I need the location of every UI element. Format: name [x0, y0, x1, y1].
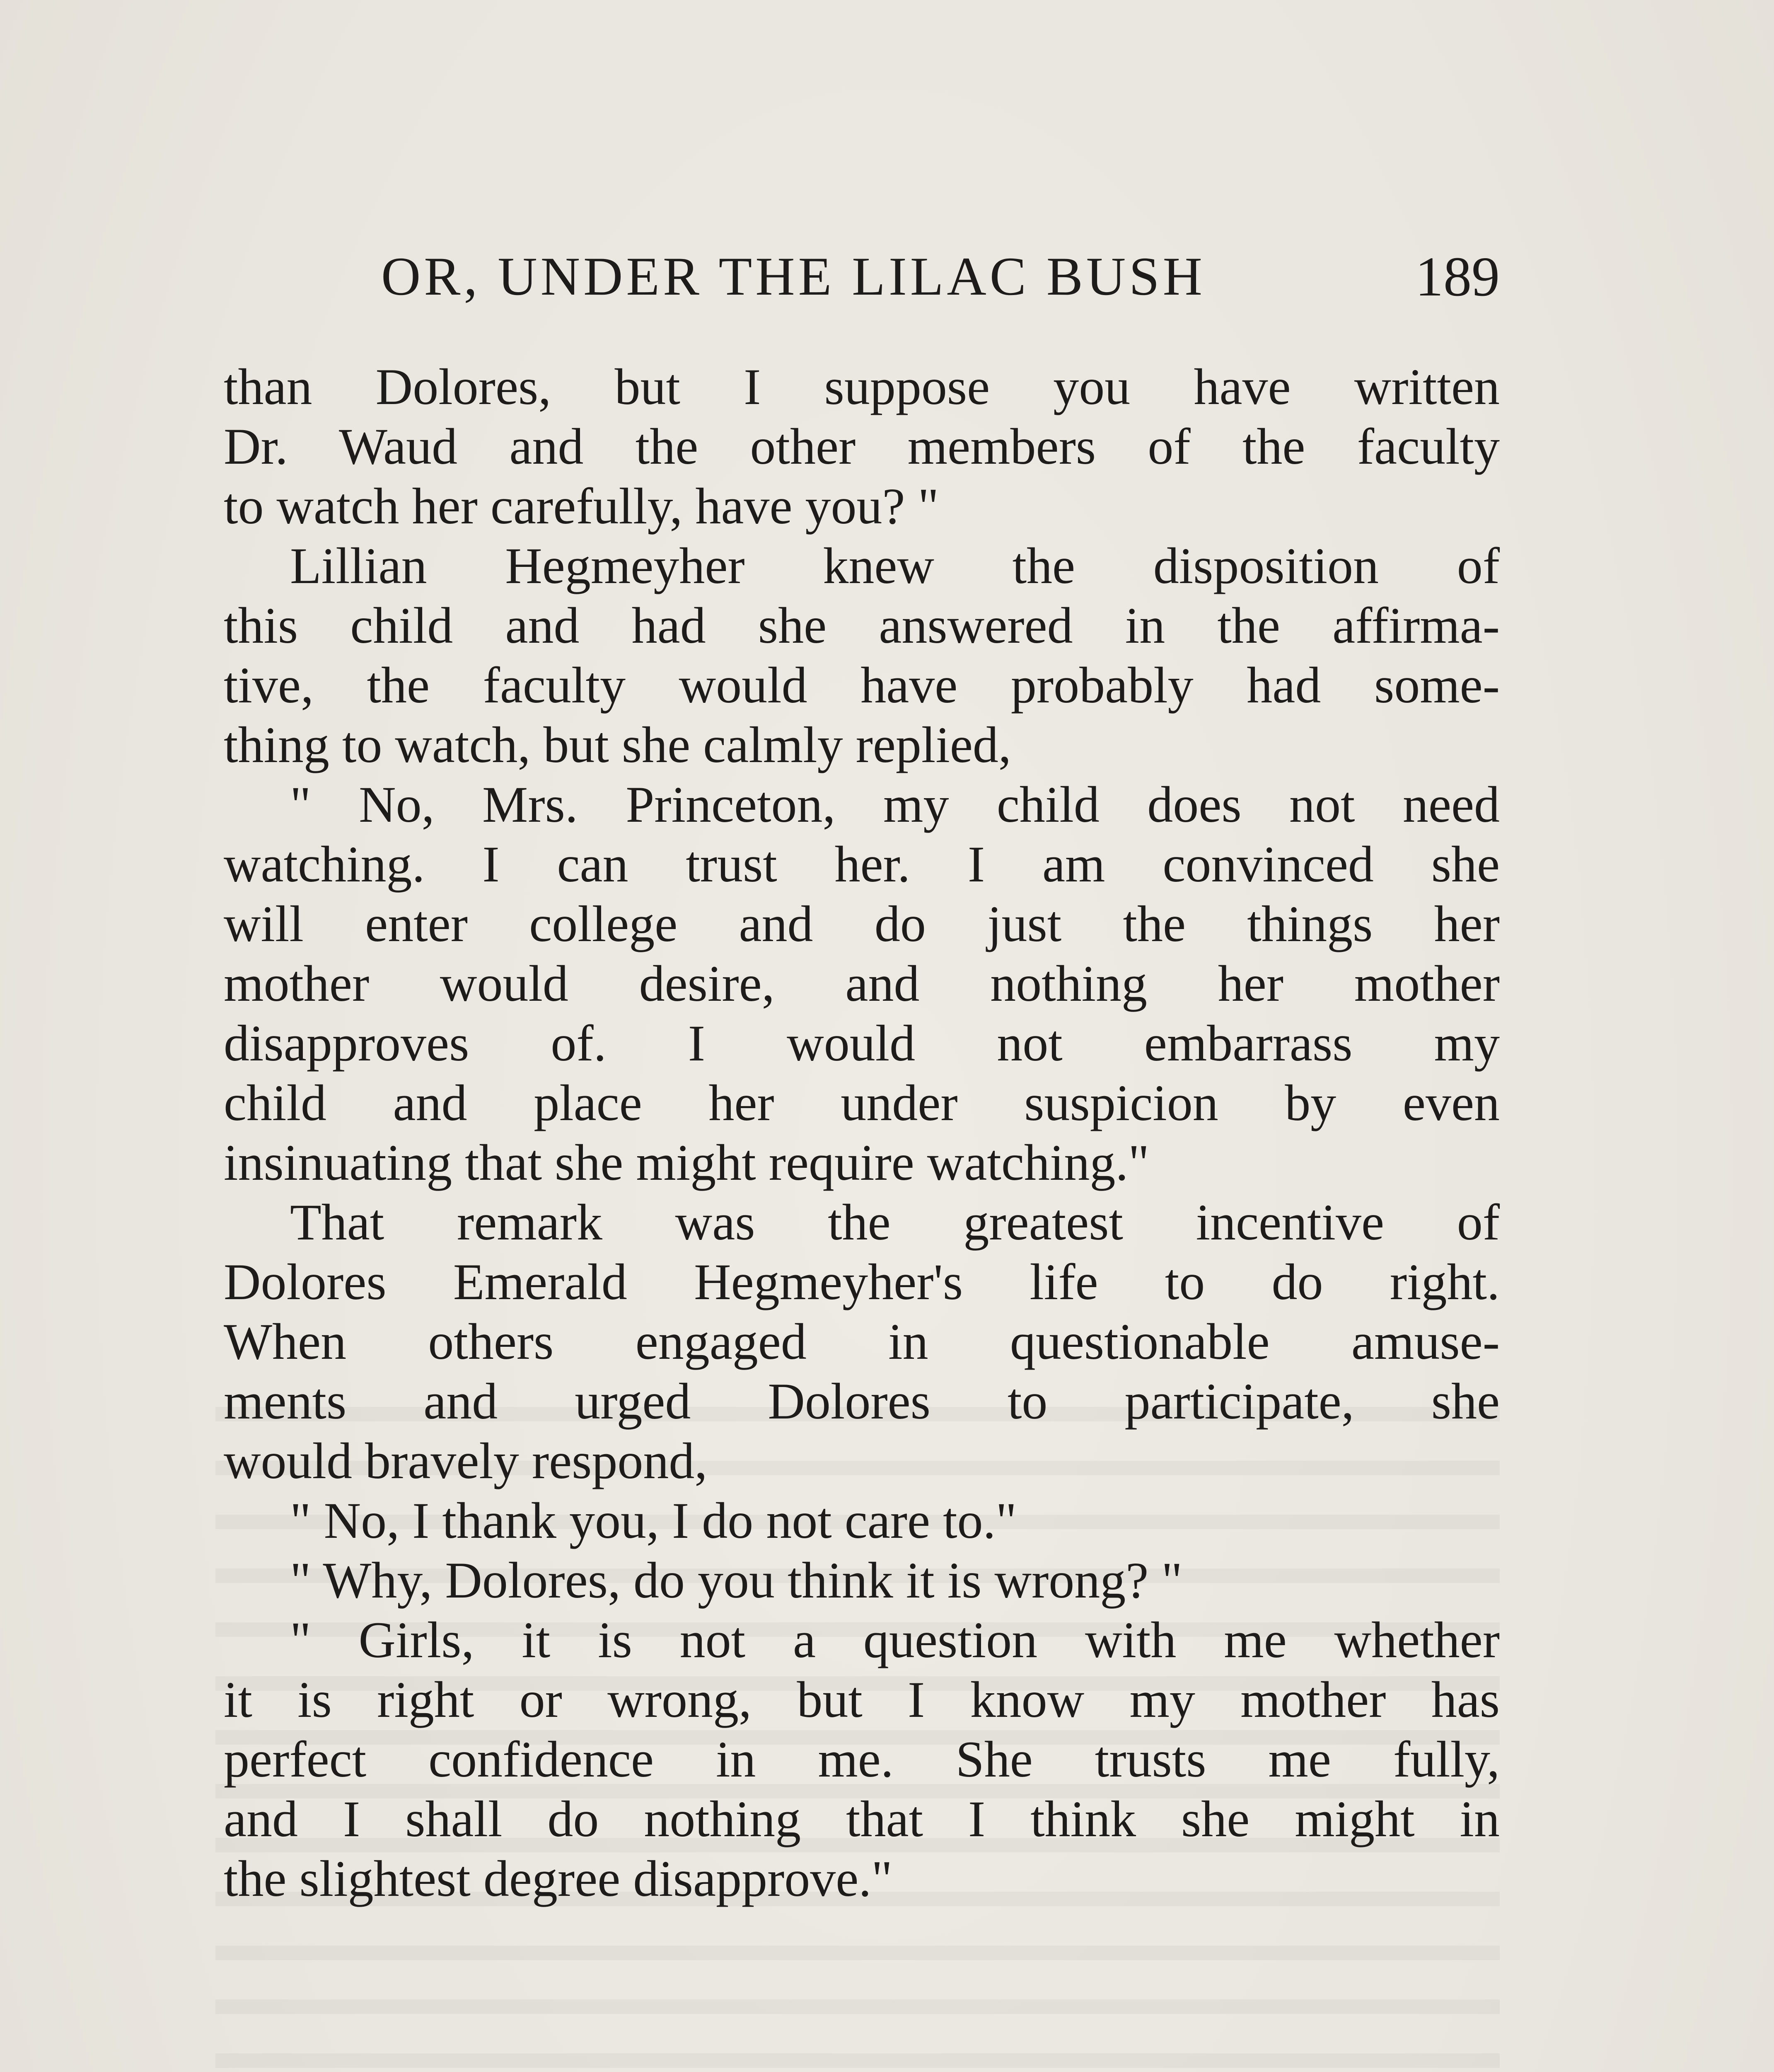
text-line: and I shall do nothing that I think she might in: [224, 1791, 1500, 1847]
running-head: OR, UNDER THE LILAC BUSH: [381, 246, 1206, 307]
text-line: " Girls, it is not a question with me whether: [290, 1612, 1500, 1668]
text-line: tive, the faculty would have probably had some-: [224, 657, 1500, 714]
text-line: child and place her under suspicion by even: [224, 1075, 1500, 1131]
text-line: " No, Mrs. Princeton, my child does not need: [290, 776, 1500, 833]
text-line: this child and had she answered in the affirma-: [224, 597, 1500, 654]
text-line: Lillian Hegmeyher knew the disposition of: [290, 537, 1500, 594]
text-line: than Dolores, but I suppose you have written: [224, 358, 1500, 415]
text-line: the slightest degree disapprove.": [224, 1850, 892, 1907]
text-line: will enter college and do just the things her: [224, 896, 1500, 952]
page-number: 189: [1415, 246, 1500, 308]
text-line: ments and urged Dolores to participate, she: [224, 1373, 1500, 1430]
text-line: mother would desire, and nothing her mother: [224, 955, 1500, 1012]
text-line: That remark was the greatest incentive of: [290, 1194, 1500, 1251]
text-line: watching. I can trust her. I am convinced she: [224, 836, 1500, 893]
text-line: to watch her carefully, have you? ": [224, 478, 939, 535]
text-line: perfect confidence in me. She trusts me fully,: [224, 1731, 1500, 1788]
text-line: disapproves of. I would not embarrass my: [224, 1015, 1500, 1072]
page-header: [224, 232, 1500, 315]
text-line: Dr. Waud and the other members of the faculty: [224, 418, 1500, 475]
text-line: thing to watch, but she calmly replied,: [224, 716, 1011, 773]
text-line: When others engaged in questionable amuse-: [224, 1313, 1500, 1370]
text-line: it is right or wrong, but I know my mother has: [224, 1671, 1500, 1728]
text-line: " Why, Dolores, do you think it is wrong? ": [290, 1552, 1182, 1609]
text-line: " No, I thank you, I do not care to.": [290, 1492, 1017, 1549]
text-line: Dolores Emerald Hegmeyher's life to do right.: [224, 1254, 1500, 1310]
body-text: [224, 357, 1500, 1909]
text-line: insinuating that she might require watching.": [224, 1134, 1149, 1191]
text-line: would bravely respond,: [224, 1433, 708, 1489]
